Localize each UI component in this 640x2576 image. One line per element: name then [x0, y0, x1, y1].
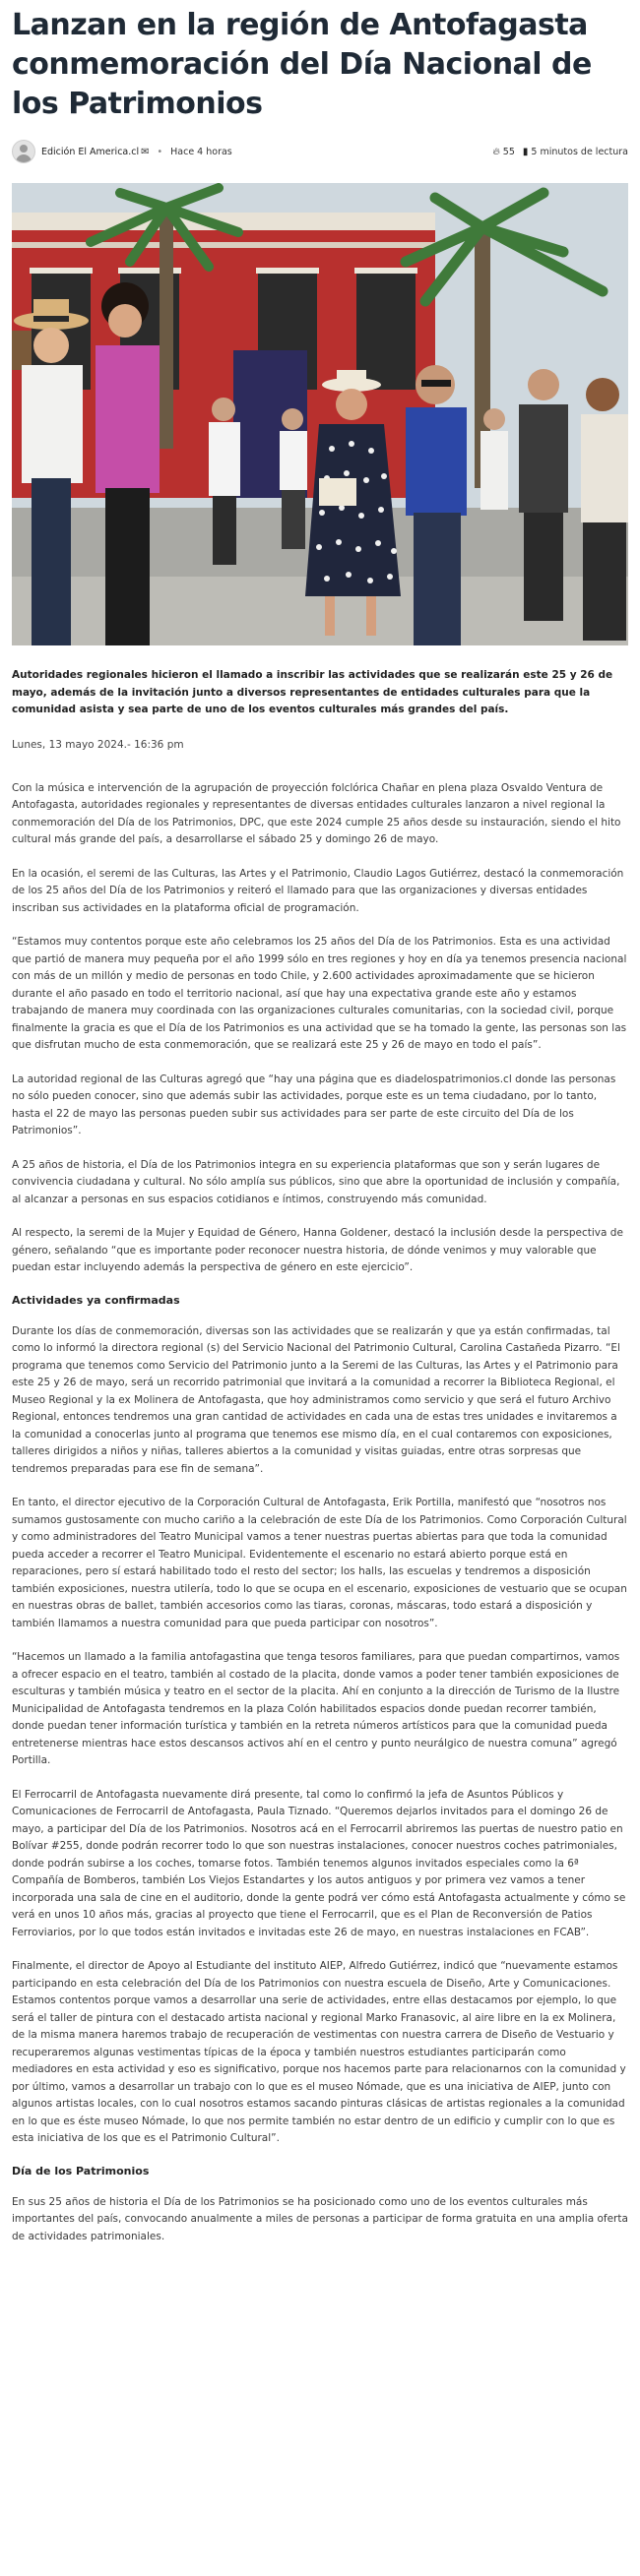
paragraph: En la ocasión, el seremi de las Culturas, las Artes y el Patrimonio, Claudio Lagos Gutiérrez, destacó la conmemoración de los 25 años del Día de los Patrimonios y reiteró el llamado para que las organizaciones y diversas entidades inscriban sus actividades en la plataforma oficial de programación. [12, 867, 624, 914]
paragraph: En tanto, el director ejecutivo de la Corporación Cultural de Antofagasta, Erik Portilla, manifestó que “nosotros nos sumamos gustosamente con mucho cariño a la celebración de este Día de los Patrimonios. Como Corporación Cultural y como administradores del Teatro Municipal vamos a tener nuestras puertas abiertas para que toda la comunidad pueda acceder a recorrer el Teatro Municipal. Evidentemente el escenario no estará abierto porque está en reparaciones, pero sí estará habilitado todo el resto del sector; los halls, las escuelas y tendremos a disposición también exposiciones, nuestra utilería, todo lo que se ocupa en el escenario, exposiciones de vestuario que se ocupan en nuestras obras de ballet, también accesorios como las tiaras, coronas, máscaras, todo estará a disposición y también llamamos a nuestra comunidad para que pueda participar con nosotros”. [12, 1497, 627, 1629]
paragraph: “Estamos muy contentos porque este año celebramos los 25 años del Día de los Patrimonios. Esta es una actividad que partió de manera muy pequeña por el año 1999 sólo en tres regiones y hoy en día ya tenemos presencia nacional con más de un millón y medio de personas en todo Chile, y 2.600 actividades aproximadamente que se hicieron durante el año pasado en todo el territorio nacional, así que hay una expectativa grande este año y estamos trabajando de manera muy coordinada con las organizaciones culturales comunitarias, con la sociedad civil, porque finalmente la gracia es que el Día de los Patrimonios es una actividad que se ha tomado la gente, las personas son las que disfrutan mucho de esta conmemoración, que se realizará este 25 y 26 de mayo en todo el país”. [12, 936, 627, 1051]
hero-photo-illustration [12, 183, 628, 645]
fire-icon: 🔥︎ [492, 146, 500, 157]
paragraph: Al respecto, la seremi de la Mujer y Equidad de Género, Hanna Goldener, destacó la inclusión desde la perspectiva de género, señalando “que es importante poder reconocer nuestra historia, de dónde venimos y muy valorable que puedan estar incluyendo además la perspectiva de género en este ejercicio”. [12, 1227, 623, 1273]
paragraph: “Hacemos un llamado a la familia antofagastina que tenga tesoros familiares, para que puedan compartirnos, vamos a ofrecer espacio en el teatro, también al costado de la placita, donde vamos a poder tener también exposiciones de esculturas y también música y teatro en el sector de la placita. Ahí en conjunto a la dirección de Turismo de la Ilustre Municipalidad de Antofagasta tendremos en la plaza Colón habilitados espacios donde puedan recorrer también, donde puedan tener información turística y también en la retreta números artísticos para que la comunidad pueda entretenerse mientras hace estos descansos activos ahí en el centro y punto neurálgico de nuestra comuna” agregó Portilla. [12, 1651, 620, 1766]
article-meta [12, 138, 628, 165]
section-heading-patrimonios: Día de los Patrimonios [12, 2164, 150, 2177]
meta-separator: • [157, 146, 163, 157]
paragraph: La autoridad regional de las Culturas agregó que “hay una página que es diadelospatrimonios.cl donde las personas no sólo pueden conocer, sino que además subir las actividades, porque este es un tema ciudadano, por lo tanto, hasta el 22 de mayo las personas pueden subir sus actividades para ser parte de este circuito del Día de los Patrimonios”. [12, 1073, 616, 1136]
views-count: 55 [502, 146, 515, 157]
paragraph: Finalmente, el director de Apoyo al Estudiante del instituto AIEP, Alfredo Gutiérrez, indicó que “nuevamente estamos participando en esta celebración del Día de los Patrimonios con nuestra escuela de Diseño, Arte y Comunicaciones. Estamos contentos porque vamos a desarrollar una serie de actividades, entre ellas destacamos por ejemplo, lo que será el taller de pintura con el destacado artista nacional y regional Marko Franasovic, al aire libre en la ex Molinera, de la misma manera haremos trabajo de recuperación de vestimentas con nuestra carrera de Diseño de Vestuario y recuperaremos algunas vestimentas típicas de la época y también nuestros estudiantes participarán como mediadores en esta actividad y eso es significativo, porque nos hacemos parte para relacionarnos con la comunidad y por último, vamos a desarrollar un trabajo con lo que es el museo Nómade, que es una iniciativa de AIEP, junto con algunos artistas locales, con lo cual nosotros estamos sacando pinturas clásicas de artistas regionales a la comunidad en lo que es éste museo Nómade, lo que nos permite también no estar dentro de un edificio y cumplir con lo que es esta iniciativa de los que es el Patrimonio Cultural”. [12, 1960, 626, 2144]
article-title: Lanzan en la región de Antofagasta conmemoración del Día Nacional de los Patrimonios [12, 8, 592, 121]
author-avatar-icon[interactable] [12, 140, 35, 163]
bookmark-icon: ▮ [522, 146, 529, 157]
paragraph: Con la música e intervención de la agrupación de proyección folclórica Chañar en plena plaza Osvaldo Ventura de Antofagasta, autoridades regionales y representantes de diversas entidades culturales lanzaron a nivel regional la conmemoración del Día de los Patrimonios, DPC, que este 2024 cumple 25 años desde su instauración, siendo el hito cultural más grande del país, a desarrollarse el sábado 25 y domingo 26 de mayo. [12, 781, 621, 845]
reading-time: 5 minutos de lectura [531, 146, 628, 157]
envelope-icon[interactable]: ✉ [141, 146, 150, 157]
paragraph: El Ferrocarril de Antofagasta nuevamente dirá presente, tal como lo confirmó la jefa de Asuntos Públicos y Comunicaciones de Ferrocarril de Antofagasta, Paula Tiznado. “Queremos dejarlos invitados para el domingo 26 de mayo, a participar del Día de los Patrimonios. Nosotros acá en el Ferrocarril abriremos las puertas de nuestro patio en Bolívar #255, donde podrán recorrer todo lo que son nuestras instalaciones, conocer nuestros coches patrimoniales, donde podrán subirse a los coches, tomarse fotos. También tenemos algunos invitados especiales como la 6ª Compañía de Bomberos, también Los Viejos Estandartes y los autos antiguos y por primera vez vamos a tener incorporada una sala de cine en el auditorio, donde la gente podrá ver cómo está Antofagasta actualmente y cómo se verá en unos 10 años más, gracias al proyecto que tiene el Ferrocarril, que es el Plan de Reconversión de Patios Ferroviarios, por lo que todos están invitados e invitadas este 26 de mayo, en nuestras instalaciones en FCAB”. [12, 1788, 626, 1938]
article-date: Lunes, 13 mayo 2024.- 16:36 pm [12, 738, 184, 751]
paragraph: En sus 25 años de historia el Día de los Patrimonios se ha posicionado como uno de los eventos culturales más importantes del país, convocando anualmente a miles de personas a participar de forma gratuita en una amplia oferta de actividades patrimoniales. [12, 2195, 628, 2242]
section-heading-activities: Actividades ya confirmadas [12, 1293, 180, 1307]
article-body [12, 780, 628, 2246]
hero-photo [12, 183, 628, 645]
author-link[interactable]: Edición El America.cl [41, 146, 140, 157]
paragraph: A 25 años de historia, el Día de los Patrimonios integra en su experiencia plataformas que son y serán lugares de convivencia ciudadana y cultural. No sólo amplía sus públicos, sino que abre la oportunidad de inclusión y compañía, al alcanzar a personas en sus espacios cotidianos e íntimos, construyendo más comunidad. [12, 1158, 620, 1205]
paragraph: Durante los días de conmemoración, diversas son las actividades que se realizarán y que ya están confirmadas, tal como lo informó la directora regional (s) del Servicio Nacional del Patrimonio Cultural, Carolina Castañeda Pizarro. “El programa que tenemos como Servicio del Patrimonio junto a la Seremi de las Culturas, las Artes y el Patrimonio para este 25 y 26 de mayo, será un recorrido patrimonial que invitará a la comunidad a recorrer la Biblioteca Regional, el Museo Regional y la ex Molinera de Antofagasta, que hoy administramos como servicio y que será el futuro Archivo Regional, entonces tendremos una gran cantidad de actividades en cada una de estas tres unidades e invitaremos a la comunidad a conocerlas junto al programa que tenemos ese mismo día, en el cual contaremos con exposiciones, talleres dirigidos a niños y niñas, talleres abiertos a la comunidad y visitas guiadas, entre otras sorpresas que tendremos preparadas para ese fin de semana”. [12, 1324, 620, 1475]
meta-stats [489, 147, 628, 157]
time-ago: Hace 4 horas [170, 146, 232, 157]
article-lead: Autoridades regionales hicieron el llamado a inscribir las actividades que se realizarán este 25 y 26 de mayo, además de la invitación junto a diversos representantes de entidades culturales para que la comunidad asista y sea parte de uno de los eventos culturales más grandes del país. [12, 669, 613, 715]
